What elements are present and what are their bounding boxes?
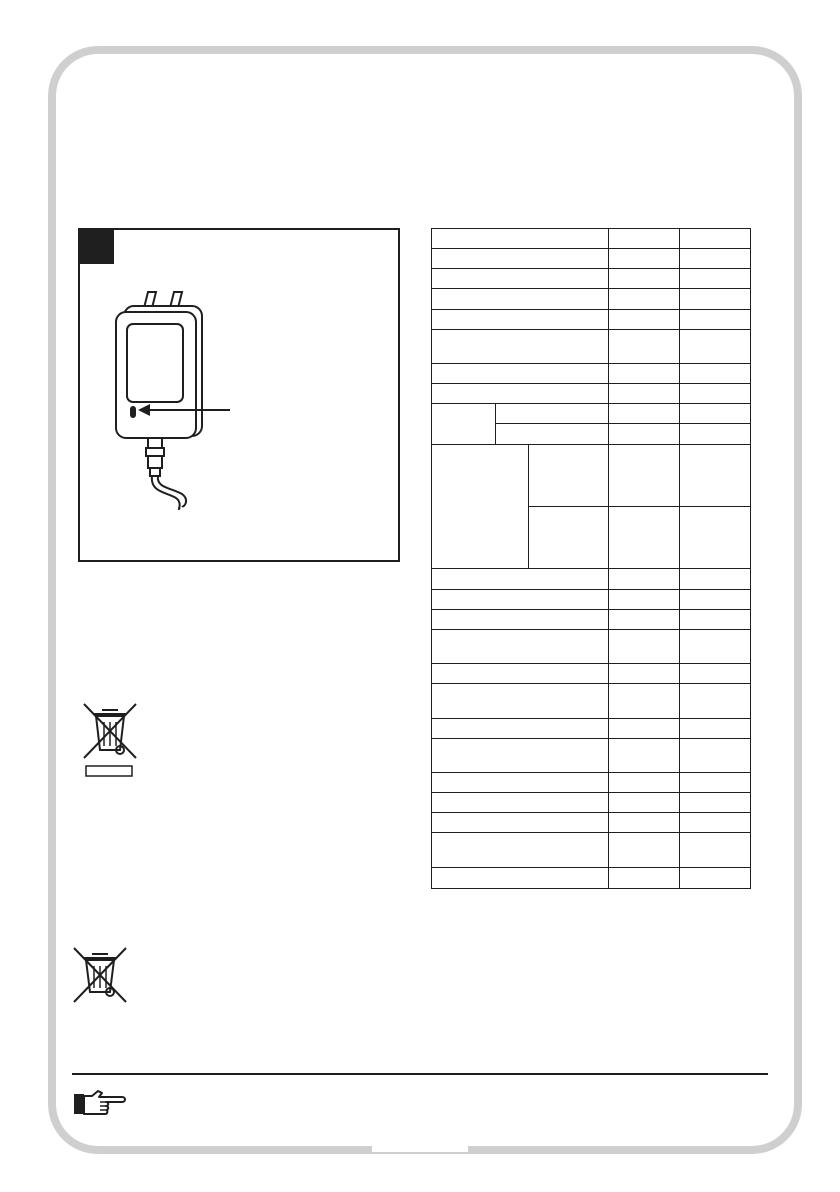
table-cell (609, 609, 680, 629)
table-cell (432, 289, 609, 309)
table-cell (609, 738, 680, 772)
table-cell (680, 506, 751, 568)
table-cell (680, 813, 751, 833)
table-cell (680, 772, 751, 792)
table-cell (680, 444, 751, 506)
table-row (432, 384, 751, 404)
table-row (432, 833, 751, 867)
table-cell (496, 424, 609, 444)
table-cell (609, 833, 680, 867)
table-cell (609, 684, 680, 718)
power-adapter-illustration (80, 230, 400, 562)
table-cell (432, 404, 496, 444)
footer-rule (72, 1073, 768, 1075)
table-cell (680, 229, 751, 249)
table-cell (609, 329, 680, 363)
table-cell (680, 718, 751, 738)
table-cell (432, 444, 529, 569)
table-cell (609, 589, 680, 609)
crossed-out-wheelie-bin-icon (72, 946, 128, 1004)
table-cell (432, 867, 609, 888)
table-row (432, 718, 751, 738)
table-cell (529, 444, 609, 506)
table-cell (609, 813, 680, 833)
table-cell (680, 404, 751, 424)
table-cell (609, 384, 680, 404)
table-cell (680, 269, 751, 289)
table-cell (609, 229, 680, 249)
table-cell (680, 384, 751, 404)
table-row (432, 772, 751, 792)
pointing-hand-icon (72, 1088, 128, 1118)
table-cell (680, 867, 751, 888)
table-cell (432, 309, 609, 329)
table-cell (432, 833, 609, 867)
table-cell (432, 329, 609, 363)
table-row (432, 444, 751, 506)
table-cell (680, 684, 751, 718)
table-cell (609, 629, 680, 663)
table-cell (609, 569, 680, 589)
table-cell (680, 589, 751, 609)
table-cell (432, 684, 609, 718)
table-cell (609, 424, 680, 444)
table-cell (432, 384, 609, 404)
table-cell (609, 404, 680, 424)
table-cell (680, 609, 751, 629)
table-cell (609, 506, 680, 568)
page-frame-gap (372, 1136, 468, 1152)
table-row (432, 249, 751, 269)
table-cell (680, 363, 751, 383)
table-row (432, 684, 751, 718)
table-cell (432, 249, 609, 269)
table-cell (680, 289, 751, 309)
table-cell (680, 793, 751, 813)
table-row (432, 569, 751, 589)
table-cell (432, 718, 609, 738)
table-cell (432, 813, 609, 833)
table-row (432, 609, 751, 629)
table-cell (432, 269, 609, 289)
table-row (432, 589, 751, 609)
table-cell (680, 424, 751, 444)
table-row (432, 363, 751, 383)
table-cell (609, 772, 680, 792)
table-cell (680, 329, 751, 363)
table-cell (609, 309, 680, 329)
table-cell (609, 444, 680, 506)
table-cell (529, 506, 609, 568)
table-cell (609, 269, 680, 289)
table-row (432, 269, 751, 289)
table-row (432, 329, 751, 363)
table-cell (432, 629, 609, 663)
table-cell (680, 249, 751, 269)
table-cell (432, 569, 609, 589)
table-cell (680, 738, 751, 772)
table-row (432, 813, 751, 833)
table-cell (496, 404, 609, 424)
table-cell (432, 772, 609, 792)
table-row (432, 289, 751, 309)
table-cell (680, 629, 751, 663)
table-row (432, 404, 751, 424)
table-cell (609, 363, 680, 383)
table-cell (432, 609, 609, 629)
table-cell (609, 664, 680, 684)
table-row (432, 664, 751, 684)
table-row (432, 738, 751, 772)
table-row (432, 793, 751, 813)
table-cell (432, 363, 609, 383)
table-row (432, 309, 751, 329)
table-cell (680, 664, 751, 684)
table-cell (609, 867, 680, 888)
table-cell (432, 664, 609, 684)
figure-box (78, 228, 400, 562)
table-cell (432, 589, 609, 609)
table-row (432, 229, 751, 249)
table-cell (609, 718, 680, 738)
table-row (432, 867, 751, 888)
table-cell (680, 833, 751, 867)
table-cell (432, 738, 609, 772)
table-row (432, 629, 751, 663)
crossed-out-wheelie-bin-icon (80, 700, 140, 782)
table-cell (432, 793, 609, 813)
table-cell (432, 229, 609, 249)
table-cell (609, 249, 680, 269)
table-cell (680, 309, 751, 329)
table-cell (609, 289, 680, 309)
table-cell (609, 793, 680, 813)
table-cell (680, 569, 751, 589)
spec-table (431, 228, 751, 889)
